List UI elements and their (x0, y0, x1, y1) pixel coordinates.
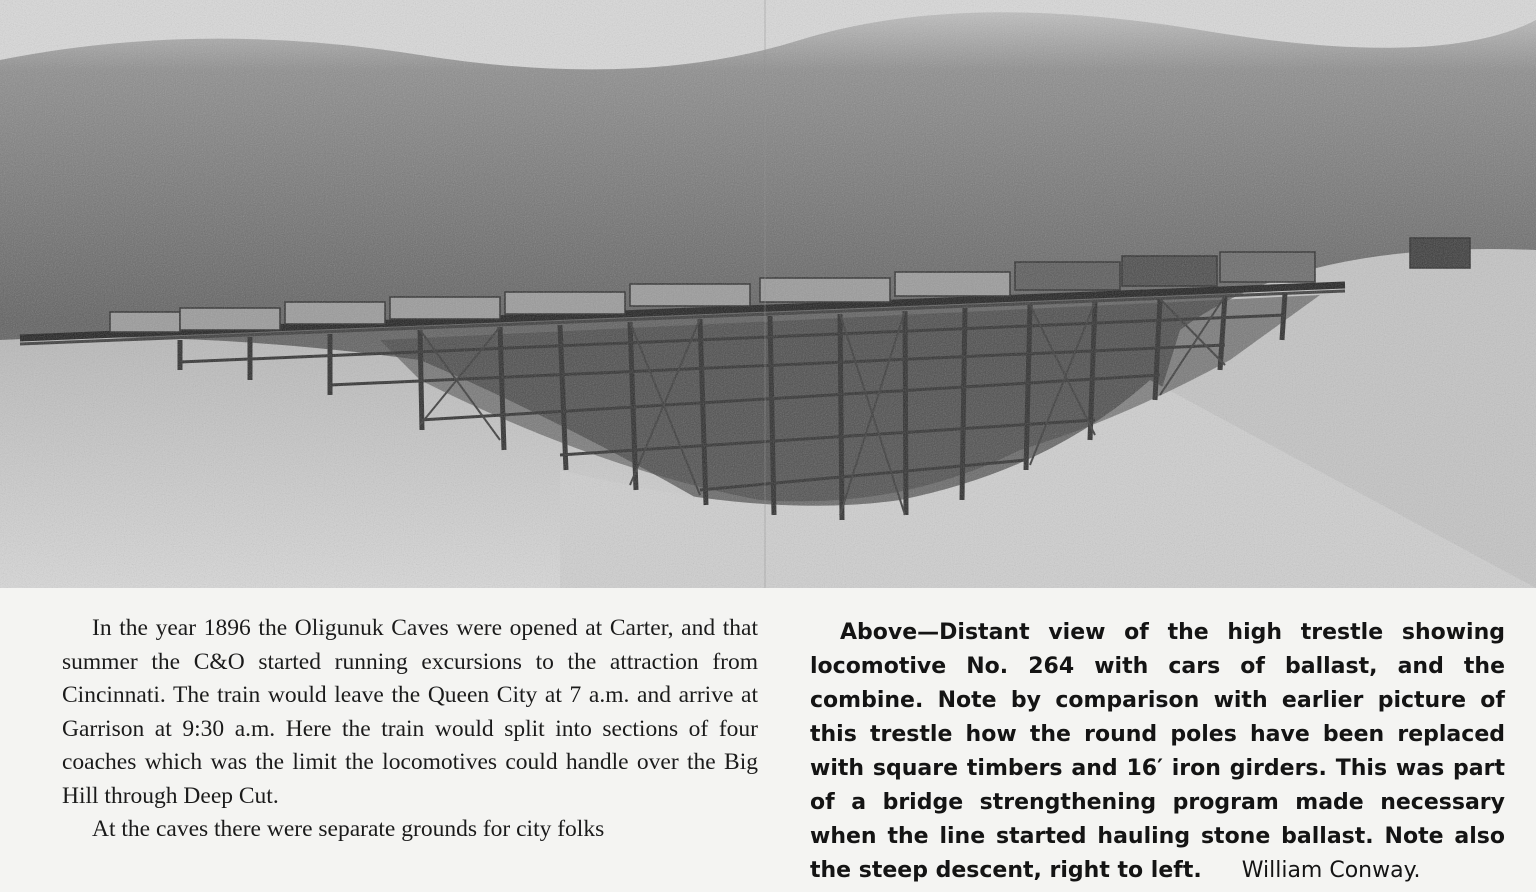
photo-caption (810, 616, 1505, 888)
caption-text: Above—Distant view of the high trestle showing locomotive No. 264 with cars of ballast, and the combine. Note by comparison with earlier picture of this trestle how the round poles have been replaced with square timbers and 16′ iron girders. This was part of a bridge strengthening program made necessary when the line started hauling stone ballast. Note also the steep descent, right to left. (810, 620, 1505, 883)
article-body (62, 612, 758, 847)
article-paragraph-1: In the year 1896 the Oligunuk Caves were opened at Carter, and that summer the C&O started running excursions to the attraction from Cincinnati. The train would leave the Queen City at 7 a.m. and arrive at Garrison at 9:30 a.m. Here the train would split into sections of four coaches which was the limit the locomotives could handle over the Big Hill through Deep Cut. (62, 615, 758, 809)
article-paragraph-2: At the caves there were separate grounds for city folks (92, 816, 605, 842)
photo-credit: William Conway. (1241, 858, 1421, 883)
